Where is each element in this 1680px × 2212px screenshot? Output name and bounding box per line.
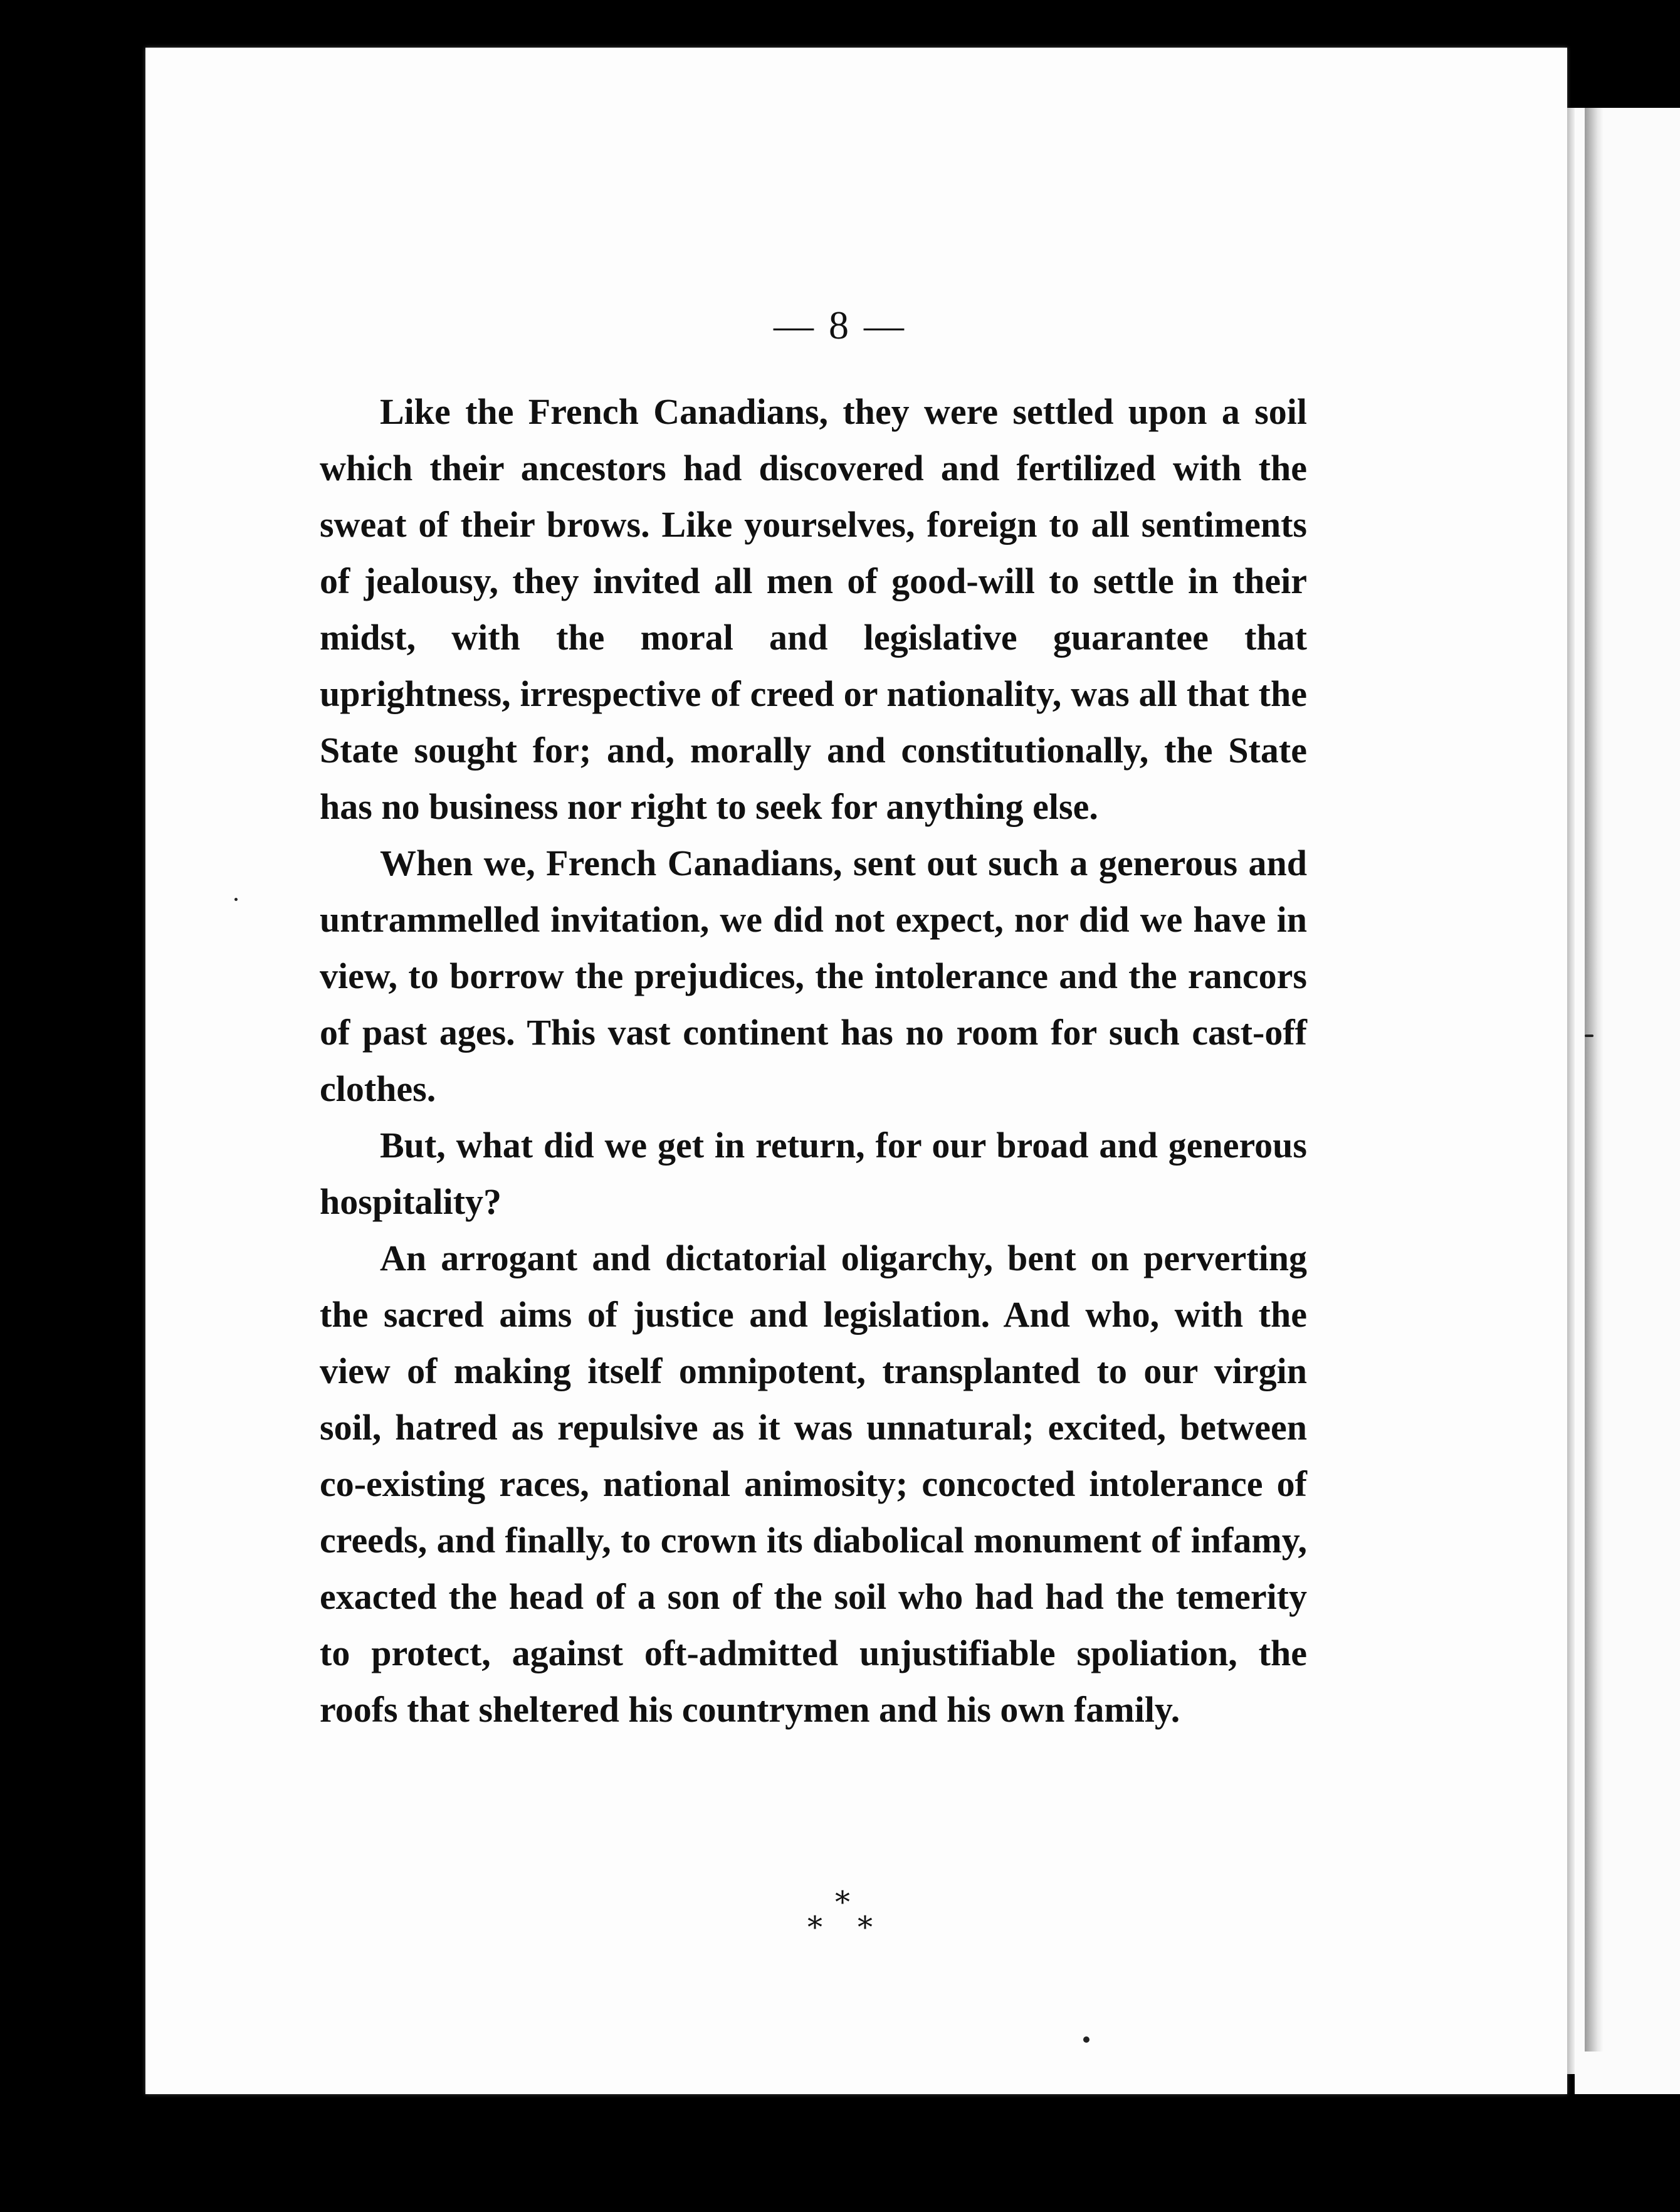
asterism-bottom: **	[807, 1910, 908, 1945]
scan-speck	[234, 898, 238, 901]
scan-speck	[1585, 1035, 1593, 1037]
asterism-divider	[0, 1885, 1680, 1945]
page-edge	[1567, 108, 1575, 2074]
paragraph: Like the French Canadians, they were settled upon a soil which their ancestors had discovered and fertilized with the sweat of their brows. Like yourselves, foreign to all sentiments of jealousy, they invited all men of good-will to settle in their midst, with the moral and legislative guarantee that uprightness, irrespective of creed or nationality, was all that the State sought for; and, morally and constitutionally, the State has no business nor right to seek for anything else.	[320, 391, 1307, 827]
paragraph: But, what did we get in return, for our broad and generous hospitality?	[320, 1125, 1307, 1222]
page-gutter-shadow	[1585, 108, 1604, 2051]
page-number: — 8 —	[774, 303, 906, 347]
paragraph: When we, French Canadians, sent out such a generous and untrammelled invitation, we did not expect, nor did we have in view, to borrow the prejudices, the intolerance and the rancors of past ages. This vast continent has no room for such cast-off clothes.	[320, 843, 1307, 1109]
paragraph: An arrogant and dictatorial oligarchy, bent on perverting the sacred aims of justice and legislation. And who, with the view of making itself omnipotent, transplanted to our virgin soil, hatred as repulsive as it was unnatural; excited, between co-existing races, national animosity; concocted intolerance of creeds, and finally, to crown its diabolical monument of infamy, exacted the head of a son of the soil who had had the temerity to protect, against oft-admitted unjustifiable spoliation, the roofs that sheltered his countrymen and his own family.	[320, 1238, 1307, 1730]
asterism-top: *	[835, 1885, 850, 1920]
scan-speck	[1083, 2036, 1089, 2043]
body-text	[320, 384, 1307, 1738]
